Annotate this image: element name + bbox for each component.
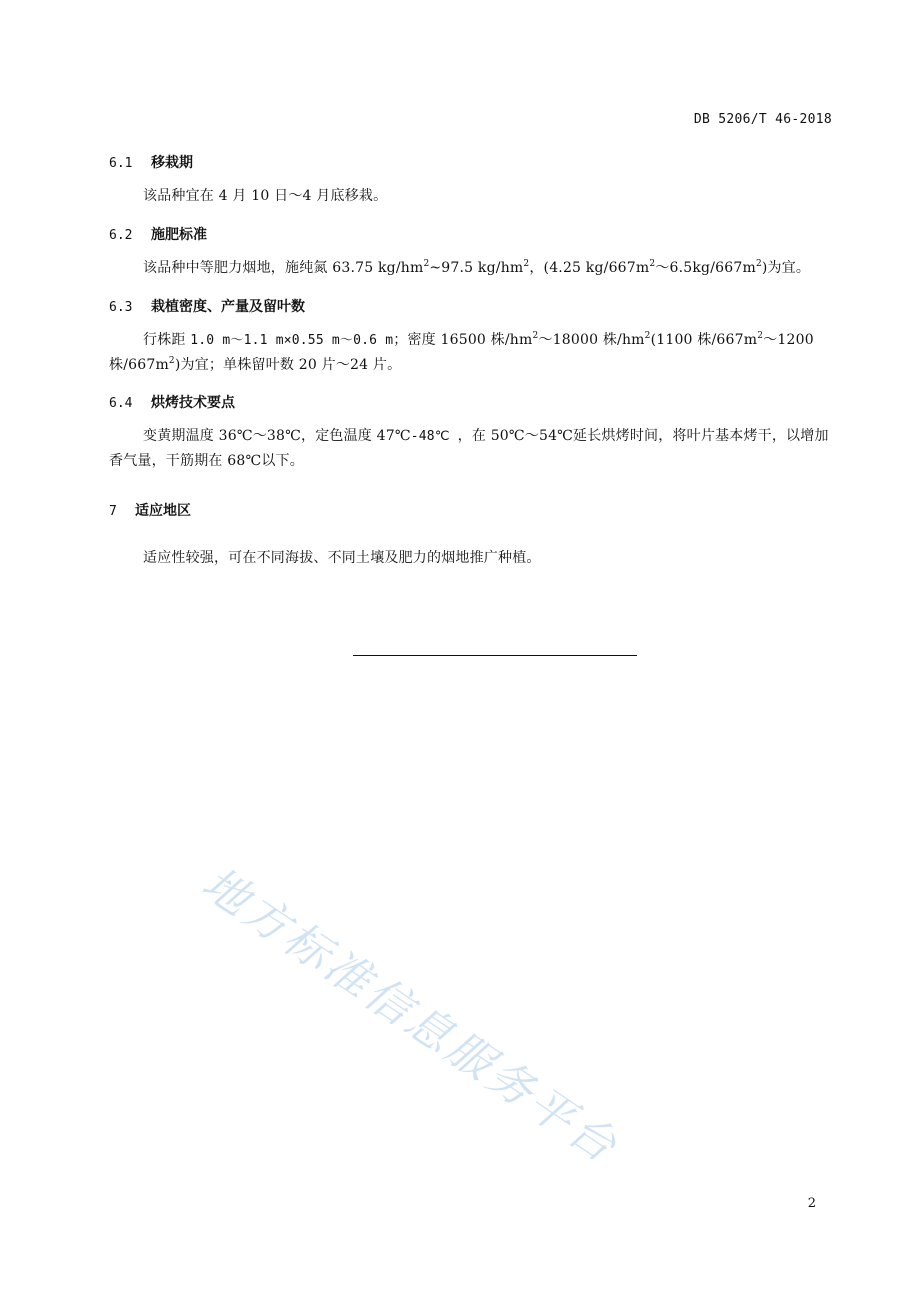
page-number: 2 bbox=[807, 1196, 816, 1211]
text-run: 变黄期温度 36℃～38℃，定色温度 47℃ bbox=[143, 428, 411, 444]
section-title: 移栽期 bbox=[151, 155, 193, 171]
superscript: 2 bbox=[757, 331, 764, 341]
text-run: )为宜；单株留叶数 20 片～24 片。 bbox=[174, 357, 402, 373]
section-heading-7 bbox=[109, 500, 191, 520]
section-title: 栽植密度、产量及留叶数 bbox=[151, 299, 305, 315]
text-run: ～6.5kg/667m bbox=[655, 260, 756, 276]
section-body-6-3 bbox=[109, 328, 833, 377]
end-rule bbox=[353, 655, 637, 656]
section-heading-6-2 bbox=[109, 224, 207, 244]
text-run: 该品种中等肥力烟地，施纯氮 63.75 kg/hm bbox=[143, 260, 424, 276]
section-body-6-1 bbox=[109, 184, 833, 208]
section-heading-6-3 bbox=[109, 296, 305, 316]
text-run: )为宜。 bbox=[761, 260, 811, 276]
text-run: ～1200 株/667m bbox=[109, 332, 814, 373]
section-body-6-4 bbox=[109, 424, 833, 473]
text-run: 适应性较强，可在不同海拔、不同土壤及肥力的烟地推广种植。 bbox=[143, 550, 541, 566]
superscript: 2 bbox=[523, 259, 530, 269]
section-number: 7 bbox=[109, 504, 117, 519]
text-run: ；密度 16500 株/hm bbox=[393, 332, 533, 348]
superscript: 2 bbox=[532, 331, 539, 341]
section-body-6-2 bbox=[109, 256, 833, 280]
section-body-7 bbox=[109, 546, 833, 570]
superscript: 2 bbox=[644, 331, 651, 341]
superscript: 2 bbox=[168, 356, 175, 366]
watermark: 地方标准信息服务平台 bbox=[192, 856, 629, 1175]
text-run: ，在 50℃～54℃延长烘烤时间，将叶片基本烤干，以增加香气量，干筋期在 68℃以下。 bbox=[109, 428, 829, 469]
text-run: 行株距 bbox=[143, 332, 191, 348]
section-number: 6.3 bbox=[109, 300, 133, 315]
section-number: 6.4 bbox=[109, 396, 133, 411]
superscript: 2 bbox=[755, 259, 762, 269]
text-run: 1.0 m～1.1 m×0.55 m～0.6 m bbox=[190, 333, 394, 348]
section-title: 适应地区 bbox=[135, 503, 191, 519]
text-run: ，(4.25 kg/667m bbox=[529, 260, 650, 276]
text-run: -48℃ bbox=[410, 429, 458, 444]
section-number: 6.2 bbox=[109, 228, 133, 243]
section-number: 6.1 bbox=[109, 156, 133, 171]
text-run: ~97.5 kg/hm bbox=[429, 260, 524, 276]
section-title: 施肥标准 bbox=[151, 227, 207, 243]
superscript: 2 bbox=[649, 259, 656, 269]
section-heading-6-1 bbox=[109, 152, 193, 172]
section-title: 烘烤技术要点 bbox=[151, 395, 235, 411]
document-code: DB 5206/T 46-2018 bbox=[693, 112, 832, 127]
text-run: (1100 株/667m bbox=[650, 332, 758, 348]
text-run: 该品种宜在 4 月 10 日～4 月底移栽。 bbox=[143, 188, 388, 204]
section-heading-6-4 bbox=[109, 392, 235, 412]
superscript: 2 bbox=[423, 259, 430, 269]
text-run: ～18000 株/hm bbox=[538, 332, 645, 348]
